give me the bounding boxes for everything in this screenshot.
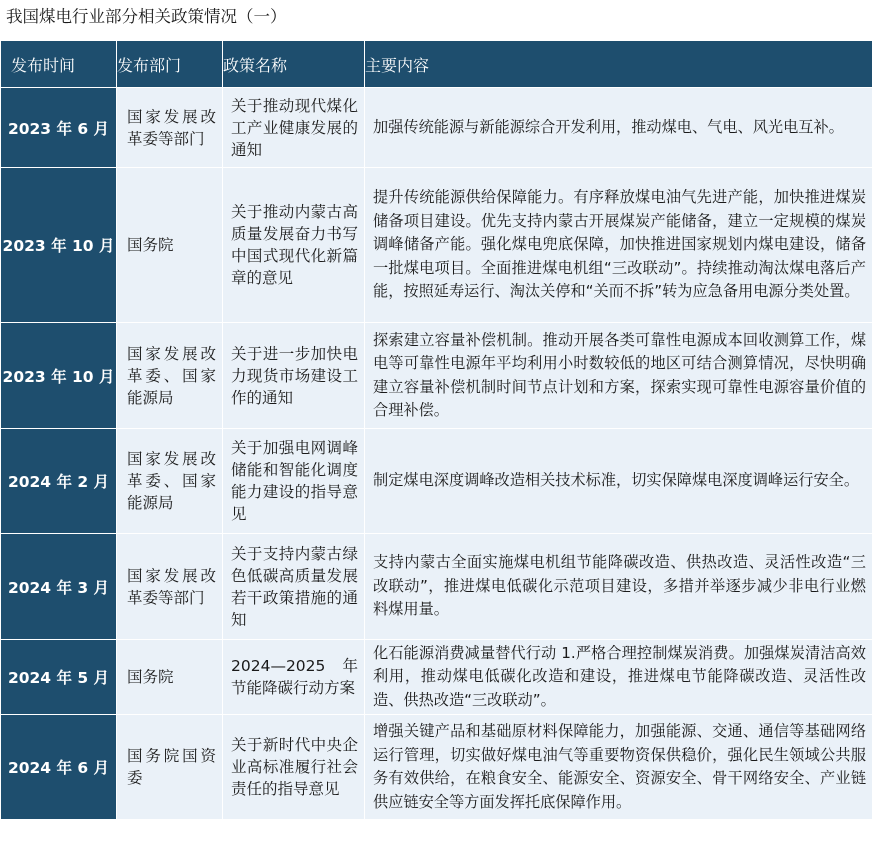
date-cell: 2024 年 5 月: [1, 640, 117, 715]
policy-name-cell: [223, 715, 365, 820]
content-text: 制定煤电深度调峰改造相关技术标准，切实保障煤电深度调峰运行安全。: [373, 471, 859, 490]
table-row: [1, 715, 872, 820]
policy-name-cell: [223, 168, 365, 323]
policy-name-text: 关于推动现代煤化工产业健康发展的通知: [231, 96, 358, 159]
department-text: 国家发展改革委等部门: [127, 566, 216, 607]
content-cell: [365, 640, 872, 715]
department-cell: [117, 168, 223, 323]
content-cell: [365, 715, 872, 820]
column-header-policy-name: 政策名称: [223, 41, 365, 88]
table-row: [1, 88, 872, 168]
department-text: 国务院: [127, 236, 174, 254]
column-header-department: 发布部门: [117, 41, 223, 88]
content-text: 增强关键产品和基础原材料保障能力，加强能源、交通、通信等基础网络运行管理，切实做好煤电油气等重要物资保供稳价，强化民生领域公共服务有效供给，在粮食安全、能源安全、资源安全、骨干网络安全、产业链供应链安全等方面发挥托底保障作用。: [373, 722, 866, 811]
table-row: [1, 168, 872, 323]
table-row: [1, 323, 872, 429]
table-row: [1, 429, 872, 534]
content-cell: [365, 88, 872, 168]
content-cell: [365, 323, 872, 429]
content-text: 探索建立容量补偿机制。推动开展各类可靠性电源成本回收测算工作，煤电等可靠性电源年平均利用小时数较低的地区可结合测算情况，尽快明确建立容量补偿机制时间节点计划和方案，探索实现可靠性电源容量价值的合理补偿。: [373, 330, 866, 419]
department-text: 国务院: [127, 668, 174, 686]
department-cell: [117, 429, 223, 534]
policy-name-cell: [223, 323, 365, 429]
date-cell: 2023 年 10 月: [1, 168, 117, 323]
department-cell: [117, 715, 223, 820]
policy-name-text: 2024—2025 年节能降碳行动方案: [231, 657, 358, 697]
date-cell: 2024 年 2 月: [1, 429, 117, 534]
content-text: 支持内蒙古全面实施煤电机组节能降碳改造、供热改造、灵活性改造“三改联动”，推进煤电低碳化示范项目建设，多措并举逐步减少非电行业燃料煤用量。: [373, 553, 866, 619]
column-header-content: 主要内容: [365, 41, 872, 88]
department-cell: [117, 534, 223, 640]
policy-name-cell: [223, 534, 365, 640]
department-text: 国家发展改革委、国家能源局: [127, 450, 216, 512]
table-row: [1, 534, 872, 640]
policy-name-cell: [223, 88, 365, 168]
date-cell: 2024 年 6 月: [1, 715, 117, 820]
policy-name-text: 关于加强电网调峰储能和智能化调度能力建设的指导意见: [231, 439, 358, 523]
content-cell: [365, 168, 872, 323]
department-text: 国家发展改革委等部门: [127, 107, 216, 148]
department-cell: [117, 640, 223, 715]
content-cell: [365, 534, 872, 640]
policy-name-text: 关于进一步加快电力现货市场建设工作的通知: [231, 344, 358, 407]
policy-name-text: 关于新时代中央企业高标准履行社会责任的指导意见: [231, 736, 358, 798]
content-text: 化石能源消费减量替代行动 1.严格合理控制煤炭消费。加强煤炭清洁高效利用，推动煤电低碳化改造和建设，推进煤电节能降碳改造、灵活性改造、供热改造“三改联动”。: [373, 643, 866, 709]
date-cell: 2023 年 10 月: [1, 323, 117, 429]
policy-name-text: 关于支持内蒙古绿色低碳高质量发展若干政策措施的通知: [231, 544, 358, 629]
date-cell: 2023 年 6 月: [1, 88, 117, 168]
page-title: 我国煤电行业部分相关政策情况（一）: [6, 7, 287, 26]
content-cell: [365, 429, 872, 534]
policy-table: [0, 40, 872, 820]
department-cell: [117, 323, 223, 429]
content-text: 提升传统能源供给保障能力。有序释放煤电油气先进产能，加快推进煤炭储备项目建设。优先支持内蒙古开展煤炭产能储备，建立一定规模的煤炭调峰储备产能。强化煤电兜底保障，加快推进国家规划内煤电建设，储备一批煤电项目。全面推进煤电机组“三改联动”。持续推动淘汰煤电落后产能，按照延寿运行、淘汰关停和“关而不拆”转为应急备用电源分类处置。: [373, 188, 866, 301]
department-cell: [117, 88, 223, 168]
policy-name-text: 关于推动内蒙古高质量发展奋力书写中国式现代化新篇章的意见: [231, 203, 358, 287]
department-text: 国务院国资委: [127, 747, 216, 787]
table-header-row: [1, 41, 872, 88]
column-header-date: 发布时间: [1, 41, 117, 88]
policy-name-cell: [223, 429, 365, 534]
content-text: 加强传统能源与新能源综合开发利用，推动煤电、气电、风光电互补。: [373, 117, 844, 136]
department-text: 国家发展改革委、国家能源局: [127, 344, 216, 407]
policy-name-cell: [223, 640, 365, 715]
date-cell: 2024 年 3 月: [1, 534, 117, 640]
table-row: [1, 640, 872, 715]
